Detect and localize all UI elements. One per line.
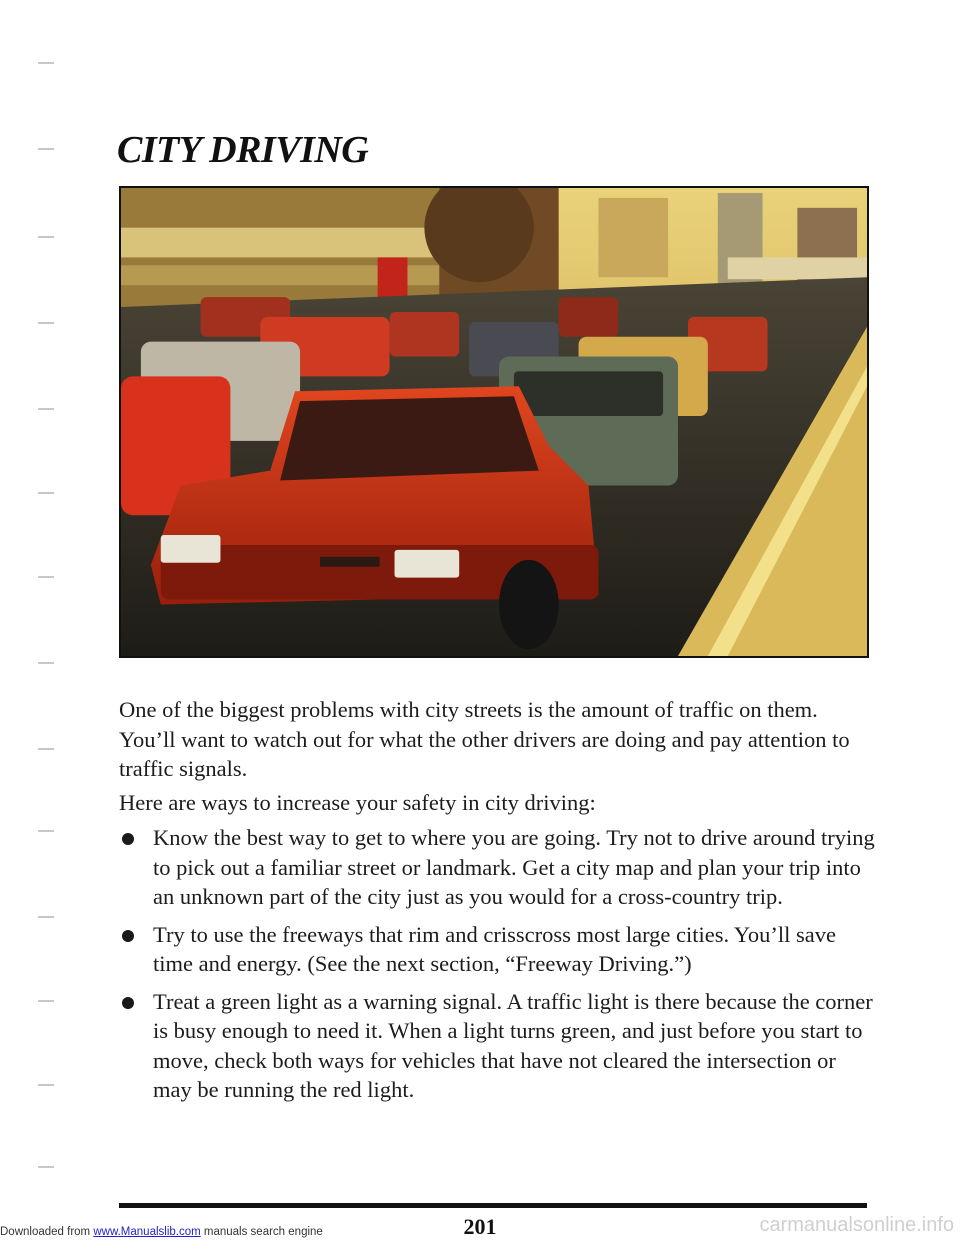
section-title: CITY DRIVING bbox=[117, 129, 369, 171]
list-item-text: Try to use the freeways that rim and crisscross most large cities. You’ll save time and energy. (See the next section, “Freeway Driving.”) bbox=[153, 921, 837, 976]
intro-lead: Here are ways to increase your safety in city driving: bbox=[119, 789, 596, 815]
manualslib-link[interactable]: www.Manualslib.com bbox=[93, 1226, 201, 1238]
margin-tick bbox=[38, 492, 54, 494]
margin-tick bbox=[38, 916, 54, 918]
margin-tick bbox=[38, 1166, 54, 1168]
margin-tick bbox=[38, 236, 54, 238]
list-item bbox=[119, 987, 879, 1105]
bullet-icon bbox=[122, 930, 134, 942]
page-number: 201 bbox=[463, 1214, 497, 1239]
list-item bbox=[119, 920, 879, 979]
margin-tick bbox=[38, 748, 54, 750]
body-text bbox=[119, 695, 879, 1113]
margin-tick bbox=[38, 322, 54, 324]
bullet-icon bbox=[122, 833, 134, 845]
footer-rule bbox=[119, 1203, 867, 1208]
list-item-text: Treat a green light as a warning signal. A traffic light is there because the corner is busy enough to need it. When a light turns green, and just before you start to move, check both ways for vehicles that have not cleared the intersection or may be running the red light. bbox=[153, 988, 873, 1102]
watermark-suffix: manuals search engine bbox=[200, 1226, 323, 1238]
margin-tick bbox=[38, 148, 54, 150]
margin-tick bbox=[38, 576, 54, 578]
list-item bbox=[119, 823, 879, 912]
safety-tips-list bbox=[119, 823, 879, 1105]
margin-tick bbox=[38, 1000, 54, 1002]
margin-tick bbox=[38, 1084, 54, 1086]
list-item-text: Know the best way to get to where you are going. Try not to drive around trying to pick out a familiar street or landmark. Get a city map and plan your trip into an unknown part of the city just as you would for a cross-country trip. bbox=[153, 825, 875, 909]
bullet-icon bbox=[122, 997, 134, 1009]
city-traffic-image bbox=[121, 188, 867, 656]
margin-tick bbox=[38, 62, 54, 64]
intro-paragraph: One of the biggest problems with city streets is the amount of traffic on them. You’ll want to watch out for what the other drivers are doing and pay attention to traffic signals. bbox=[119, 697, 850, 781]
margin-tick bbox=[38, 408, 54, 410]
site-watermark: carmanualsonline.info bbox=[759, 1214, 954, 1236]
download-watermark bbox=[0, 1226, 323, 1238]
margin-tick bbox=[38, 830, 54, 832]
watermark-prefix: Downloaded from bbox=[0, 1226, 94, 1238]
margin-tick bbox=[38, 662, 54, 664]
city-traffic-illustration bbox=[119, 186, 869, 658]
